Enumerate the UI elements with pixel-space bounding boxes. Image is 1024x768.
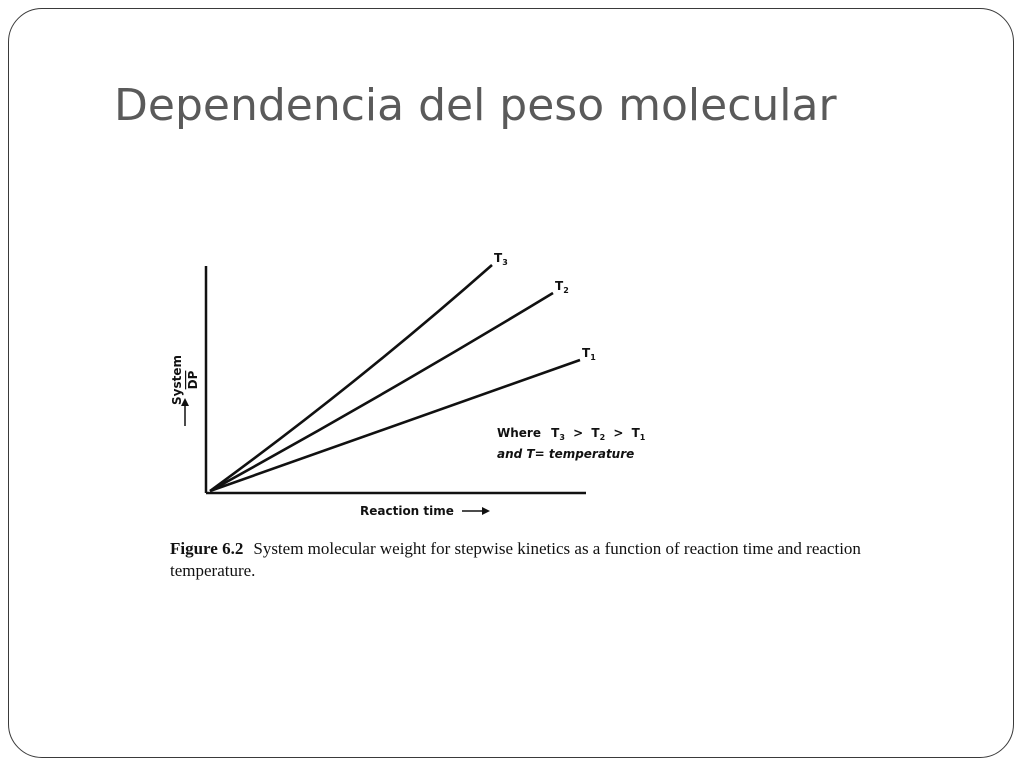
figure-caption bbox=[170, 538, 905, 582]
x-axis-label: Reaction time bbox=[360, 504, 454, 518]
caption-text: System molecular weight for stepwise kinetics as a function of reaction time and reaction temperature. bbox=[170, 539, 861, 580]
y-axis-label bbox=[170, 355, 200, 405]
slide-title: Dependencia del peso molecular bbox=[114, 80, 837, 131]
series-label-t3: $T_3$ bbox=[494, 251, 508, 267]
svg-text:Where T3 > T: Where $T_3$ > $T_2$ > $T_1$ bbox=[497, 426, 646, 442]
series-line-t2 bbox=[210, 293, 553, 491]
y-axis-label-line1: System bbox=[170, 355, 184, 405]
annotation-line2: and T= temperature bbox=[497, 447, 635, 461]
annotation bbox=[497, 426, 646, 461]
x-axis-arrow bbox=[462, 507, 490, 515]
series-labels bbox=[494, 251, 596, 362]
series-label-t1: $T_1$ bbox=[582, 346, 596, 362]
caption-label: Figure 6.2 bbox=[170, 539, 244, 558]
series-line-t3 bbox=[210, 265, 492, 491]
series-label-t2: $T_2$ bbox=[555, 279, 569, 295]
y-axis-label-line2: DP bbox=[186, 370, 200, 390]
